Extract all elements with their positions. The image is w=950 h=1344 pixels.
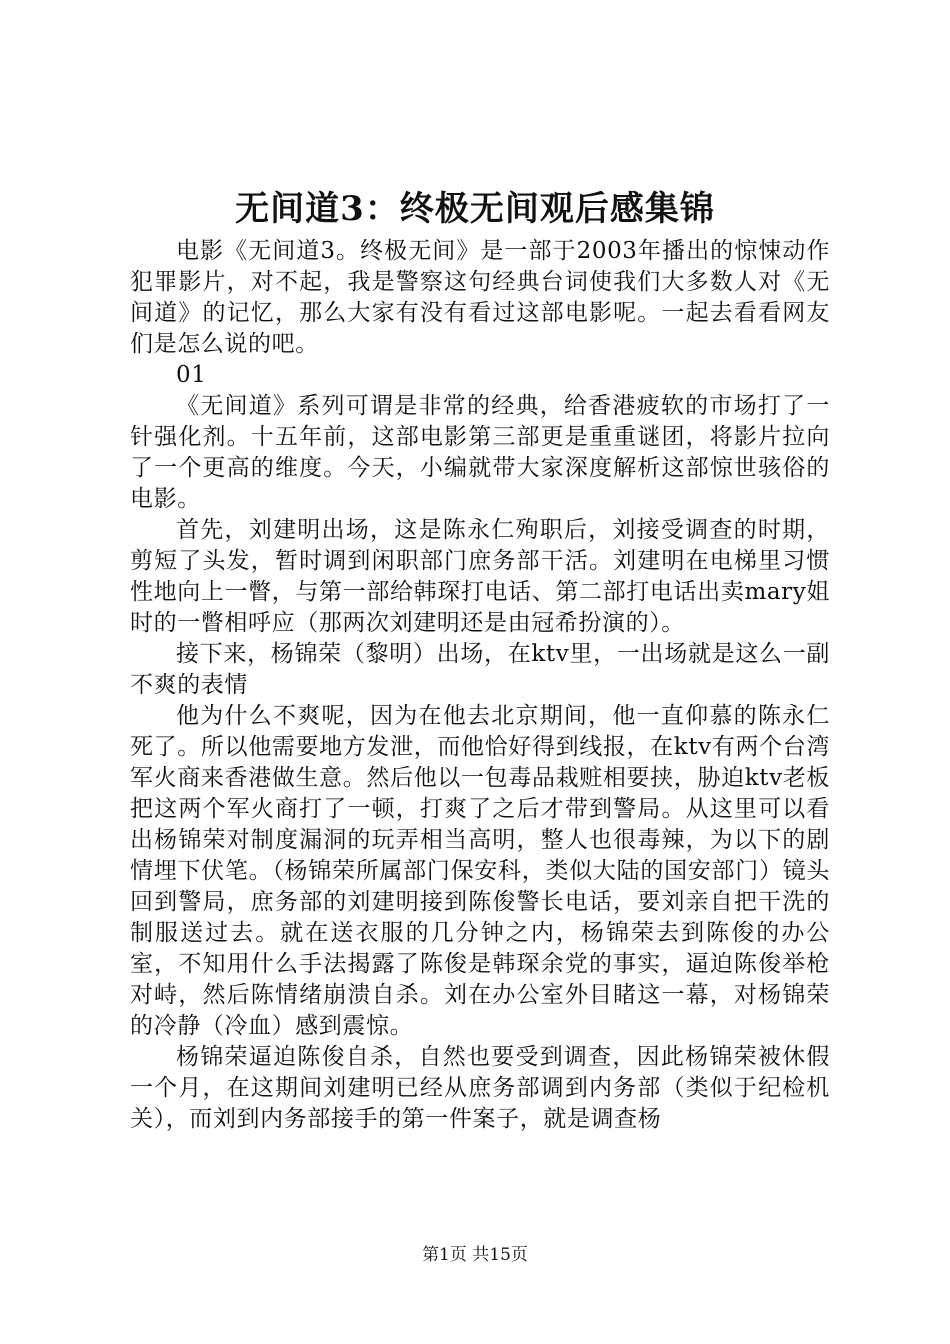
page-footer: 第1页 共15页	[422, 1245, 528, 1265]
paragraph-series-overview: 《无间道》系列可谓是非常的经典，给香港疲软的市场打了一针强化剂。十五年前，这部电影第三部更是重重谜团，将影片拉向了一个更高的维度。今天，小编就带大家深度解析这部惊世骇俗的电影。	[130, 393, 830, 512]
paragraph-yeung-intro: 接下来，杨锦荣（黎明）出场，在ktv里，一出场就是这么一副不爽的表情	[130, 641, 830, 698]
document-body	[130, 236, 830, 1135]
paragraph-lau-intro: 首先，刘建明出场，这是陈永仁殉职后，刘接受调查的时期，剪短了头发，暂时调到闲职部门庶务部干活。刘建明在电梯里习惯性地向上一瞥，与第一部给韩琛打电话、第二部打电话出卖mary姐时的一瞥相呼应（那两次刘建明还是由冠希扮演的）。	[130, 517, 830, 636]
paragraph-yeung-motive: 他为什么不爽呢，因为在他去北京期间，他一直仰慕的陈永仁死了。所以他需要地方发泄，而他恰好得到线报，在ktv有两个台湾军火商来香港做生意。然后他以一包毒品栽赃相要挟，胁迫ktv老板把这两个军火商打了一顿，打爽了之后才带到警局。从这里可以看出杨锦荣对制度漏洞的玩弄相当高明，整人也很毒辣，为以下的剧情埋下伏笔。（杨锦荣所属部门保安科，类似大陆的国安部门）镜头回到警局，庶务部的刘建明接到陈俊警长电话，要刘亲自把干洗的制服送过去。就在送衣服的几分钟之内，杨锦荣去到陈俊的办公室，不知用什么手法揭露了陈俊是韩琛余党的事实，逼迫陈俊举枪对峙，然后陈情绪崩溃自杀。刘在办公室外目睹这一幕，对杨锦荣的冷静（冷血）感到震惊。	[130, 703, 830, 1039]
section-number: 01	[176, 362, 207, 388]
paragraph-intro: 电影《无间道3。终极无间》是一部于2003年播出的惊悚动作犯罪影片，对不起，我是警察这句经典台词使我们大多数人对《无间道》的记忆，那么大家有没有看过这部电影呢。一起去看看网友们是怎么说的吧。	[130, 238, 830, 357]
document-title: 无间道3：终极无间观后感集锦	[235, 189, 715, 229]
paragraph-investigation: 杨锦荣逼迫陈俊自杀，自然也要受到调查，因此杨锦荣被休假一个月，在这期间刘建明已经从庶务部调到内务部（类似于纪检机关），而刘到内务部接手的第一件案子，就是调查杨	[130, 1044, 830, 1132]
